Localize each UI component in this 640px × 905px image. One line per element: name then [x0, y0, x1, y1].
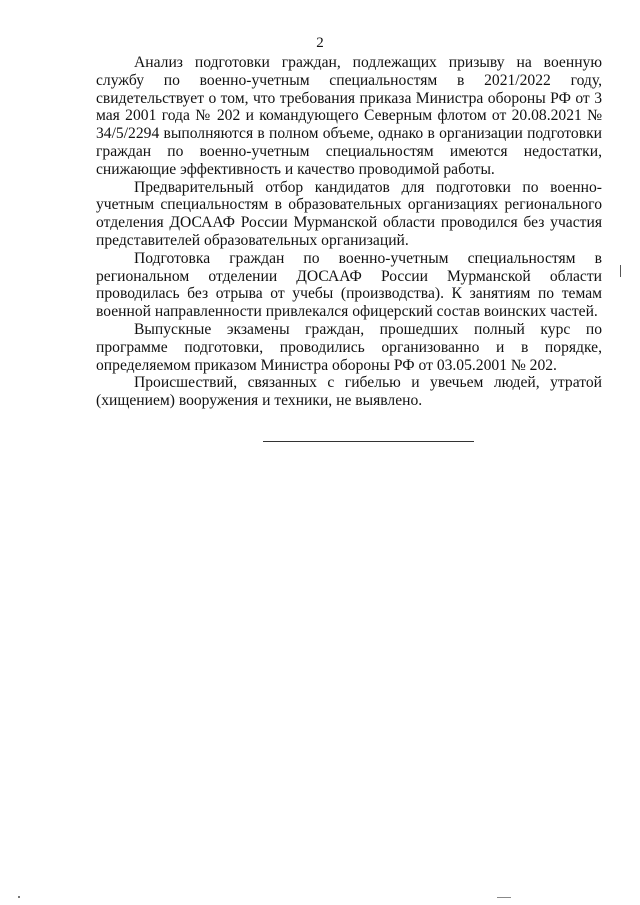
scan-edge-mark [620, 265, 621, 277]
document-body [96, 54, 602, 410]
paragraph-candidate-selection: Предварительный отбор кандидатов для подготовки по военно-учетным специальностям в образовательных организациях регионального отделения ДОСААФ России Мурманской области проводился без участия представителей образовательных организаций. [96, 178, 602, 249]
end-of-text-separator-line [263, 441, 474, 442]
paragraph-incidents: Происшествий, связанных с гибелью и увечьем людей, утратой (хищением) вооружения и техники, не выявлено. [96, 374, 602, 410]
scan-speck [18, 896, 20, 898]
page-number: 2 [316, 35, 324, 51]
scan-dash-mark [497, 897, 511, 898]
paragraph-training-analysis: Анализ подготовки граждан, подлежащих призыву на военную службу по военно-учетным специальностям в 2021/2022 году, свидетельствует о том, что требования приказа Министра обороны РФ от 3 мая 2001 года № 202 и командующего Северным флотом от 20.08.2021 № 34/5/2294 выполняются в полном объеме, однако в организации подготовки граждан по военно-учетным специальностям имеются недостатки, снижающие эффективность и качество проводимой работы. [96, 54, 602, 178]
paragraph-final-exams: Выпускные экзамены граждан, прошедших полный курс по программе подготовки, проводились организованно и в порядке, определяемом приказом Министра обороны РФ от 03.05.2001 № 202. [96, 320, 602, 374]
paragraph-training-conduct: Подготовка граждан по военно-учетным специальностям в региональном отделении ДОСААФ России Мурманской области проводилась без отрыва от учебы (производства). К занятиям по темам военной направленности привлекался офицерский состав воинских частей. [96, 249, 602, 321]
